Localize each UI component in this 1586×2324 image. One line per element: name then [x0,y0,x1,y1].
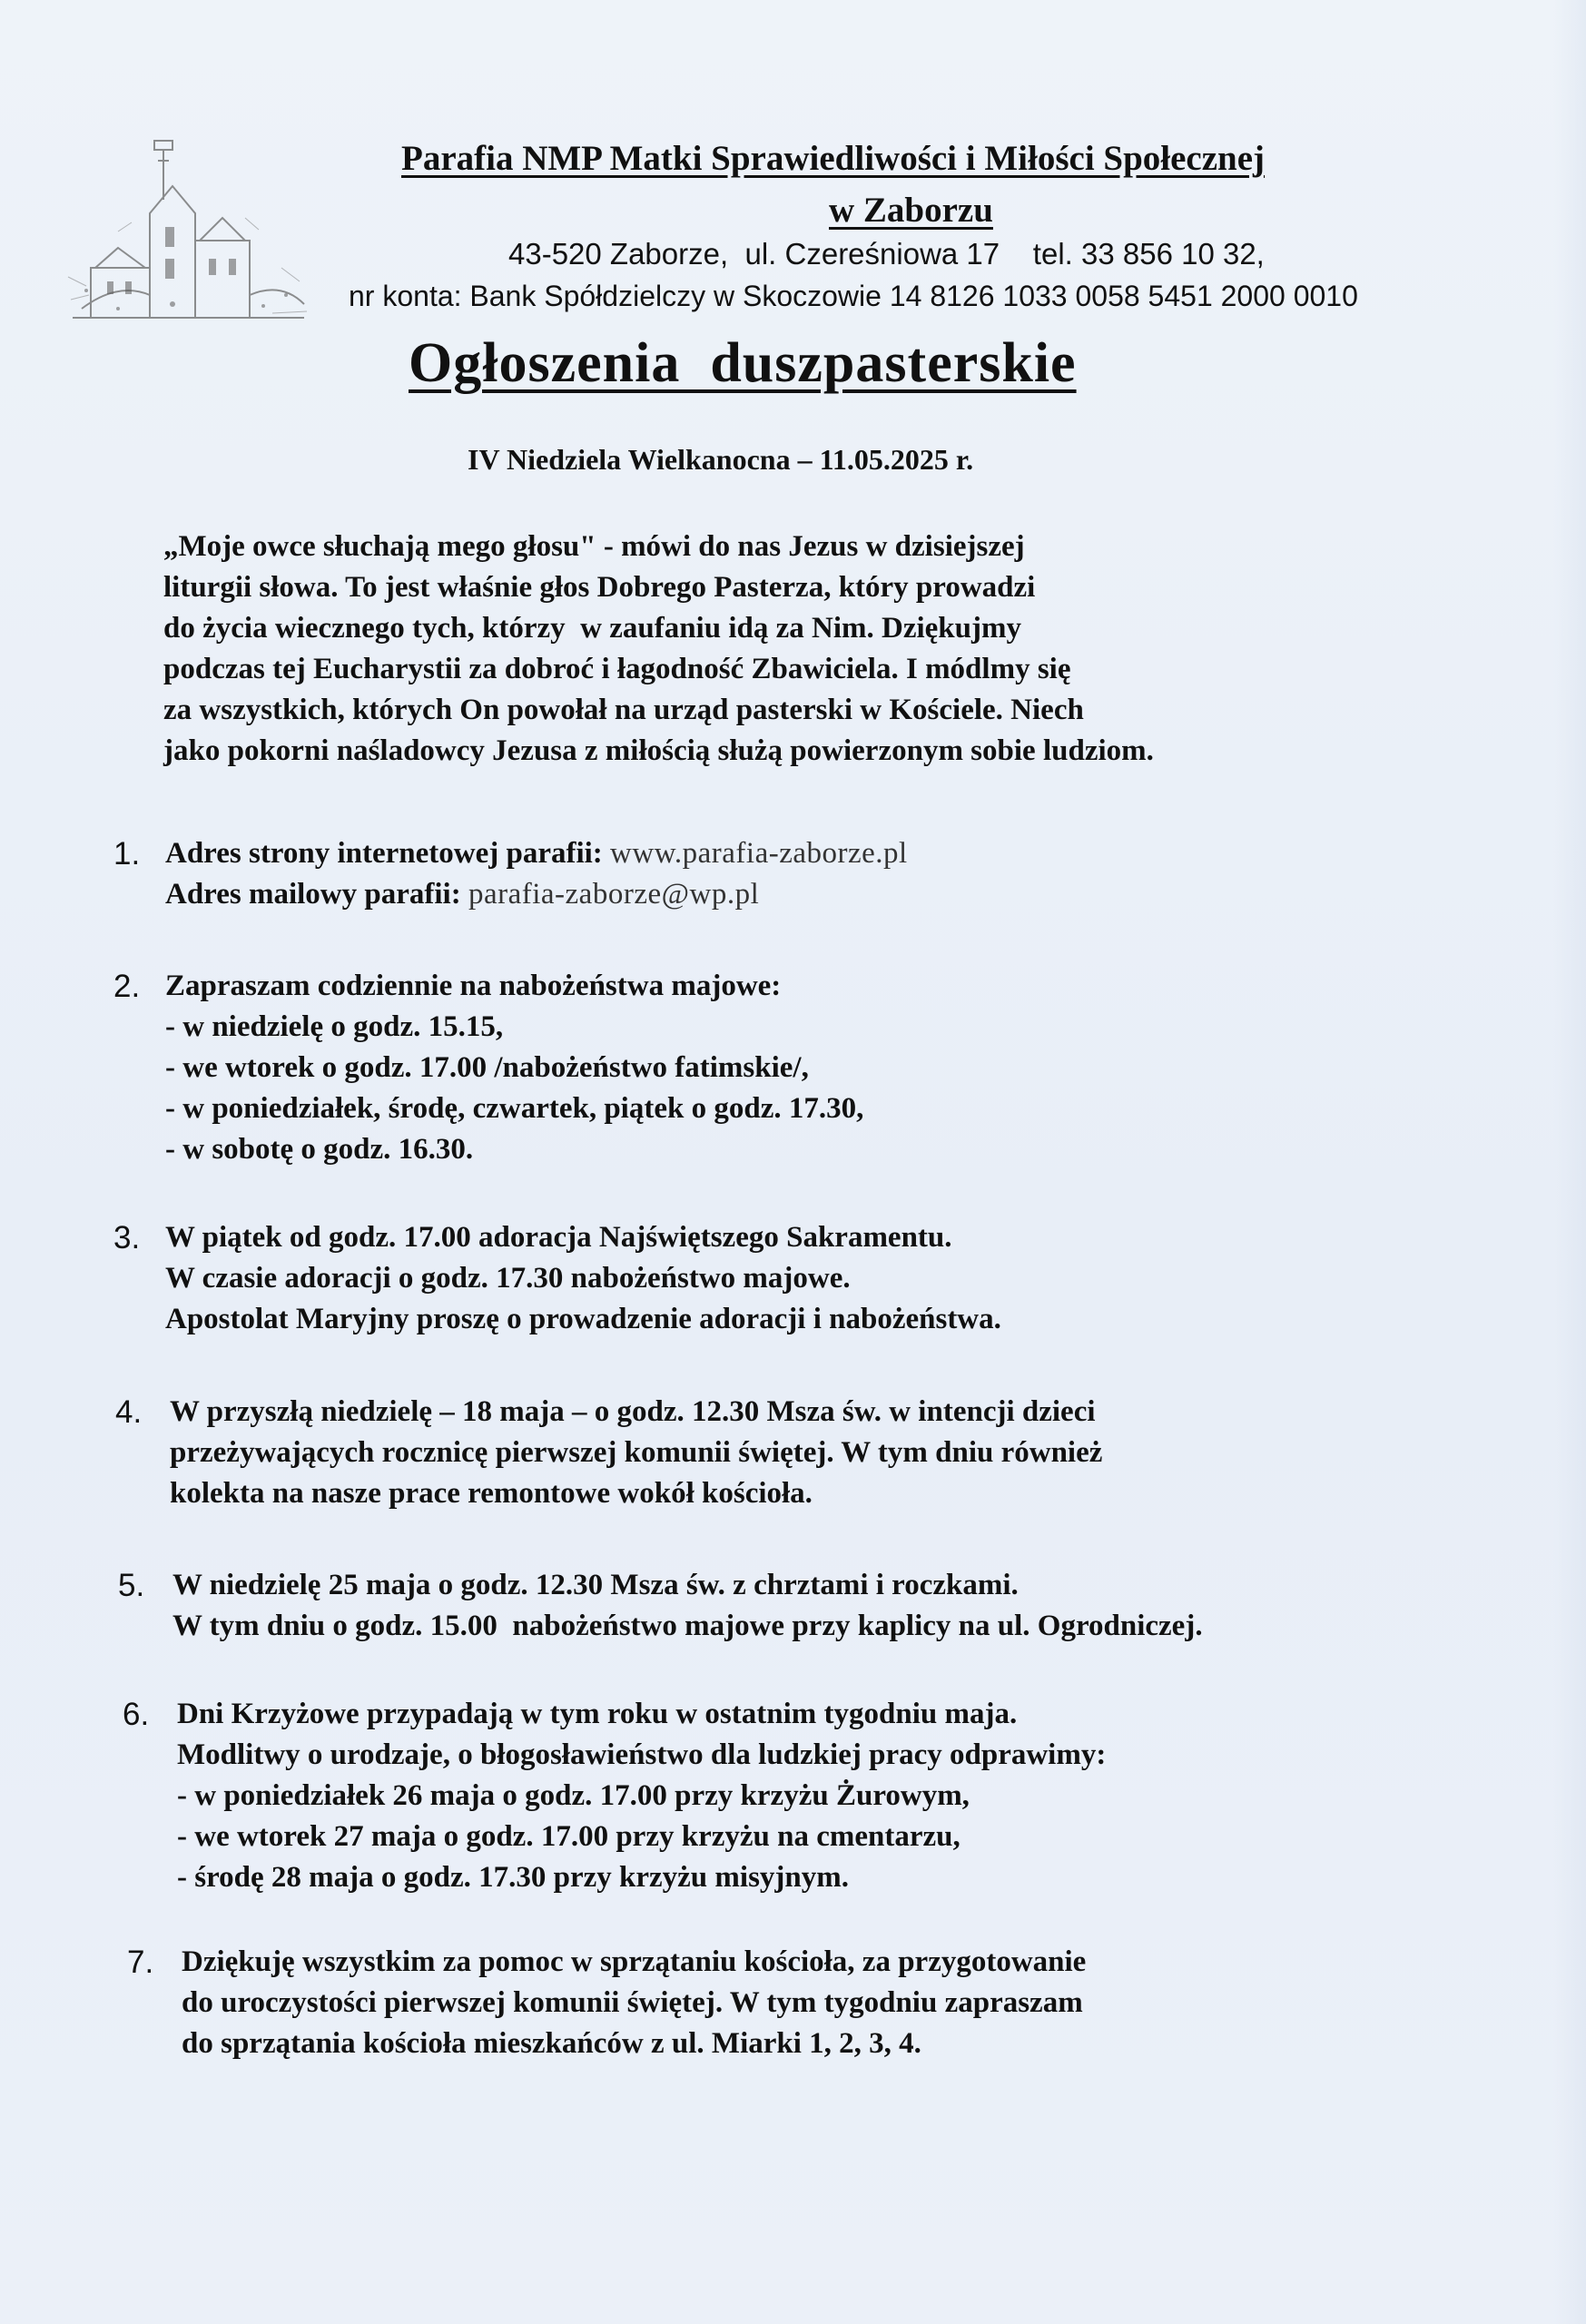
announcement-line: Dni Krzyżowe przypadają w tym roku w ostatnim tygodniu maja. [177,1698,1018,1730]
announcement-number: 6. [123,1697,150,1732]
intro-line: liturgii słowa. To jest właśnie głos Dobrego Pasterza, który prowadzi [163,571,1036,604]
announcement-line: W piątek od godz. 17.00 adoracja Najświętszego Sakramentu. [165,1221,952,1254]
announcement-line: Dziękuję wszystkim za pomoc w sprzątaniu kościoła, za przygotowanie [182,1945,1087,1978]
announcement-line: kolekta na nasze prace remontowe wokół kościoła. [170,1477,813,1510]
announcement-body [165,1217,1001,1340]
announcement-number: 7. [127,1945,154,1980]
announcement-body [165,966,863,1170]
intro-line: podczas tej Eucharystii za dobroć i łagodność Zbawiciela. I módlmy się [163,653,1071,685]
announcement-line: do uroczystości pierwszej komunii świętej. W tym tygodniu zapraszam [182,1986,1083,2019]
announcement-line: - w poniedziałek 26 maja o godz. 17.00 przy krzyżu Żurowym, [177,1779,970,1812]
announcement-line: Zapraszam codziennie na nabożeństwa majowe: [165,970,782,1002]
website-link[interactable]: www.parafia-zaborze.pl [610,837,908,870]
page-title: Ogłoszenia duszpasterskie [409,332,1077,394]
announcement-body [172,1565,1203,1647]
email-link[interactable]: parafia-zaborze@wp.pl [468,878,760,911]
announcement-line: W niedzielę 25 maja o godz. 12.30 Msza św. z chrztami i roczkami. [172,1569,1019,1601]
intro-line: do życia wiecznego tych, którzy w zaufaniu idą za Nim. Dziękujmy [163,612,1021,645]
paper-edge-shadow [1553,0,1586,2324]
announcement-line: do sprzątania kościoła mieszkańców z ul. Miarki 1, 2, 3, 4. [182,2027,921,2060]
announcement-number: 1. [113,836,141,872]
announcement-line: - w niedzielę o godz. 15.15, [165,1010,504,1043]
announcement-line [165,833,908,874]
parish-place: w Zaborzu [829,191,993,230]
intro-paragraph [163,527,1434,772]
announcement-line: W przyszłą niedzielę – 18 maja – o godz. 12.30 Msza św. w intencji dzieci [170,1395,1096,1428]
announcement-line: przeżywających rocznicę pierwszej komunii świętej. W tym dniu również [170,1436,1103,1469]
announcement-line [165,874,908,915]
announcement-line: - w poniedziałek, środę, czwartek, piątek o godz. 17.30, [165,1092,864,1125]
announcement-number: 3. [113,1220,141,1256]
announcement-number: 2. [113,969,141,1004]
intro-line: „Moje owce słuchają mego głosu" - mówi do nas Jezus w dzisiejszej [163,530,1025,563]
announcement-line: Modlitwy o urodzaje, o błogosławieństwo dla ludzkiej pracy odprawimy: [177,1738,1107,1771]
announcement-number: 5. [118,1568,145,1603]
parish-address: 43-520 Zaborze, ul. Czereśniowa 17 tel. 33 856 10 32, [508,237,1265,271]
announcement-line: - środę 28 maja o godz. 17.30 przy krzyżu misyjnym. [177,1861,849,1894]
bank-account: nr konta: Bank Spółdzielczy w Skoczowie 14 8126 1033 0058 5451 2000 0010 [349,280,1358,312]
announcement-number: 4. [115,1394,143,1430]
email-label: Adres mailowy parafii: [165,878,468,911]
announcement-line: W czasie adoracji o godz. 17.30 nabożeństwo majowe. [165,1262,851,1295]
announcement-line: Apostolat Maryjny proszę o prowadzenie adoracji i nabożeństwa. [165,1303,1001,1335]
intro-line: jako pokorni naśladowcy Jezusa z miłością służą powierzonym sobie ludziom. [163,734,1154,767]
announcement-body [177,1694,1106,1898]
announcement-line: - we wtorek 27 maja o godz. 17.00 przy krzyżu na cmentarzu, [177,1820,960,1853]
page-subtitle: IV Niedziela Wielkanocna – 11.05.2025 r. [468,443,974,476]
website-label: Adres strony internetowej parafii: [165,837,611,870]
intro-line: za wszystkich, których On powołał na urząd pasterski w Kościele. Niech [163,694,1084,726]
announcement-line: - w sobotę o godz. 16.30. [165,1133,474,1166]
announcement-line: - we wtorek o godz. 17.00 /nabożeństwo fatimskie/, [165,1051,809,1084]
announcement-line: W tym dniu o godz. 15.00 nabożeństwo majowe przy kaplicy na ul. Ogrodniczej. [172,1610,1203,1642]
announcement-body [170,1392,1102,1514]
announcement-body [182,1942,1086,2064]
parish-name: Parafia NMP Matki Sprawiedliwości i Miłości Społecznej [401,139,1266,178]
church-logo-icon [64,132,313,322]
announcement-body [165,833,908,915]
